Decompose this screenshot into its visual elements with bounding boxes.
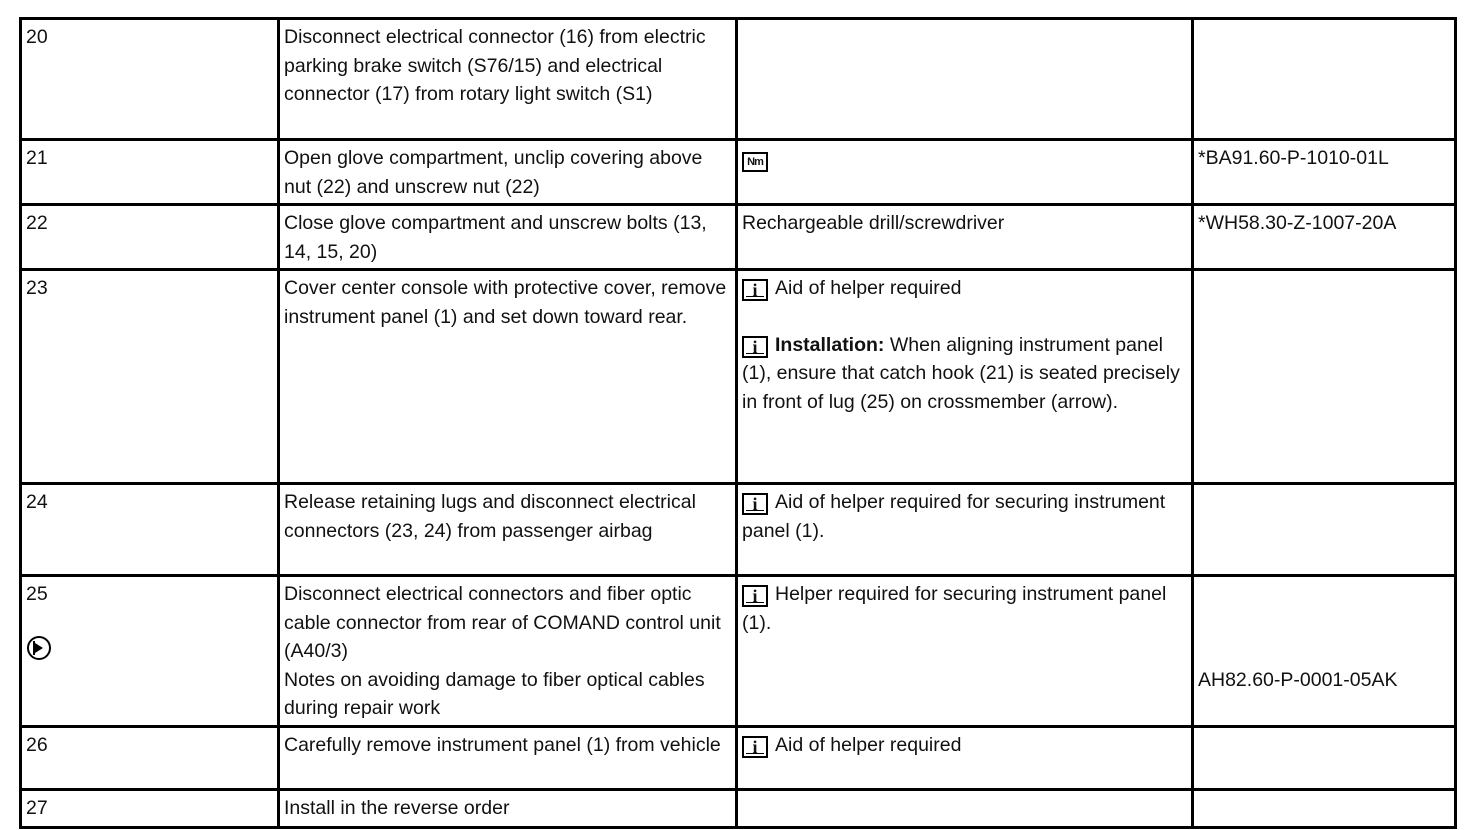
note-link-icon[interactable] bbox=[27, 636, 51, 660]
step-number: 22 bbox=[21, 205, 279, 270]
step-number: 21 bbox=[21, 140, 279, 205]
step-action: Carefully remove instrument panel (1) from vehicle bbox=[279, 726, 737, 789]
info-icon: i bbox=[742, 493, 768, 515]
step-action bbox=[279, 576, 737, 727]
step-number: 20 bbox=[21, 19, 279, 140]
torque-nm-icon[interactable]: Nm bbox=[742, 152, 768, 172]
installation-text: When aligning instrument panel (1), ensure that catch hook (21) is seated precisely in front of lug (25) on crossmember (arrow). bbox=[742, 333, 1180, 413]
step-reference bbox=[1193, 270, 1456, 484]
info-icon: i bbox=[742, 336, 768, 358]
table-row bbox=[21, 789, 1456, 827]
info-note-text: Aid of helper required bbox=[775, 277, 962, 299]
step-action: Release retaining lugs and disconnect electrical connectors (23, 24) from passenger airbag bbox=[279, 484, 737, 576]
info-note-text: Helper required for securing instrument panel (1). bbox=[742, 583, 1167, 634]
step-number: 24 bbox=[21, 484, 279, 576]
step-action-text: Disconnect electrical connectors and fiber optic cable connector from rear of COMAND control unit (A40/3) bbox=[284, 583, 721, 662]
table-row bbox=[21, 205, 1456, 270]
step-number bbox=[21, 576, 279, 727]
step-number: 26 bbox=[21, 726, 279, 789]
step-info bbox=[737, 270, 1193, 484]
table-row bbox=[21, 726, 1456, 789]
step-info bbox=[737, 726, 1193, 789]
step-reference bbox=[1193, 789, 1456, 827]
info-icon: i bbox=[742, 585, 768, 607]
step-action: Install in the reverse order bbox=[279, 789, 737, 827]
table-row bbox=[21, 270, 1456, 484]
step-number: 27 bbox=[21, 789, 279, 827]
step-action: Close glove compartment and unscrew bolts (13, 14, 15, 20) bbox=[279, 205, 737, 270]
step-action: Disconnect electrical connector (16) from electric parking brake switch (S76/15) and electrical connector (17) from rotary light switch (S1) bbox=[279, 19, 737, 140]
spacer bbox=[1198, 580, 1451, 666]
info-icon: i bbox=[742, 736, 768, 758]
procedure-table bbox=[19, 17, 1457, 829]
step-reference-link[interactable]: *BA91.60-P-1010-01L bbox=[1193, 140, 1456, 205]
step-reference bbox=[1193, 576, 1456, 727]
step-number: 23 bbox=[21, 270, 279, 484]
step-reference bbox=[1193, 484, 1456, 576]
step-info bbox=[737, 140, 1193, 205]
step-info bbox=[737, 484, 1193, 576]
step-number-text: 25 bbox=[26, 583, 48, 605]
installation-label: Installation: bbox=[775, 333, 885, 356]
spacer bbox=[742, 303, 1188, 331]
step-reference bbox=[1193, 19, 1456, 140]
step-reference bbox=[1193, 726, 1456, 789]
table-row bbox=[21, 140, 1456, 205]
step-info bbox=[737, 789, 1193, 827]
step-note-link[interactable]: Notes on avoiding damage to fiber optical cables during repair work bbox=[284, 668, 705, 719]
table-row bbox=[21, 484, 1456, 576]
step-action: Cover center console with protective cover, remove instrument panel (1) and set down toward rear. bbox=[279, 270, 737, 484]
step-reference-link[interactable]: AH82.60-P-0001-05AK bbox=[1198, 668, 1398, 691]
spacer bbox=[26, 609, 274, 637]
info-note bbox=[742, 274, 1188, 303]
info-note-text: Aid of helper required bbox=[775, 733, 962, 756]
info-note-text: Aid of helper required for securing instrument panel (1). bbox=[742, 491, 1166, 542]
step-info bbox=[737, 576, 1193, 727]
step-action: Open glove compartment, unclip covering above nut (22) and unscrew nut (22) bbox=[279, 140, 737, 205]
info-icon: i bbox=[742, 279, 768, 301]
installation-note bbox=[742, 331, 1188, 417]
step-reference-link[interactable]: *WH58.30-Z-1007-20A bbox=[1193, 205, 1456, 270]
table-row bbox=[21, 576, 1456, 727]
step-info: Rechargeable drill/screwdriver bbox=[737, 205, 1193, 270]
table-row bbox=[21, 19, 1456, 140]
step-info bbox=[737, 19, 1193, 140]
